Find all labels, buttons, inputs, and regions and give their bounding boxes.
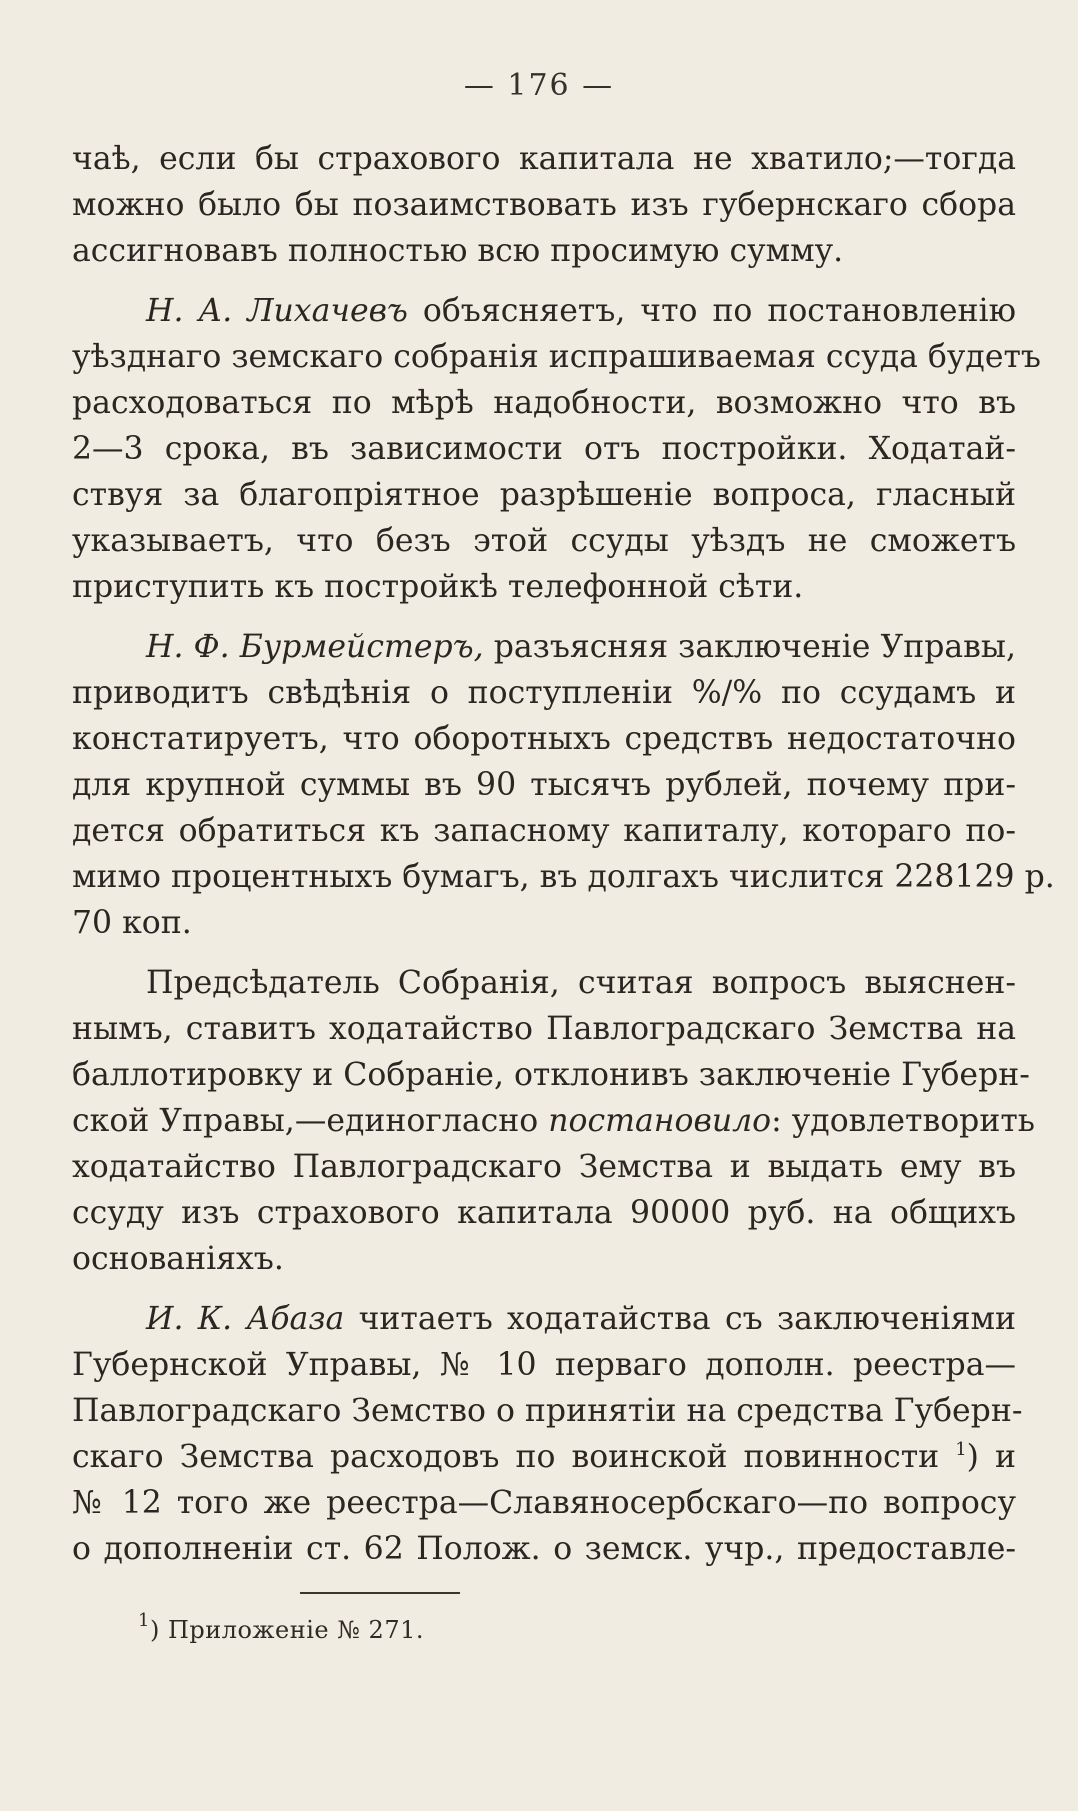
text-line: ассигновавъ полностью всю просимую сумму. [72, 233, 844, 269]
text-line [72, 624, 1016, 670]
text-line: баллотировку и Собраніе, отклонивъ заключеніе Губерн- [72, 1057, 1030, 1093]
text-line: приводитъ свѣдѣнія о поступленіи %/% по ссудамъ и [72, 675, 1016, 711]
text-line: мимо процентныхъ бумагъ, въ долгахъ числится 228129 р. [72, 859, 1055, 895]
text-line: для крупной суммы въ 90 тысячъ рублей, почему при- [72, 767, 1016, 803]
text-line: можно было бы позаимствовать изъ губернскаго сбора [72, 187, 1016, 223]
text-span: читаетъ ходатайства съ заключеніями [344, 1301, 1016, 1337]
text-span: ской Управы,—единогласно [72, 1103, 549, 1139]
footnote-marker: 1 [138, 1610, 150, 1631]
footnote-divider [300, 1592, 460, 1594]
footnote [138, 1610, 424, 1644]
speaker-name: Н. Ф. Бурмейстеръ, [146, 629, 484, 665]
text-line: уѣзднаго земскаго собранія испрашиваемая ссуда будетъ [72, 339, 1041, 375]
text-line: Павлоградскаго Земство о принятіи на средства Губерн- [72, 1393, 1023, 1429]
text-span: Предсѣдатель Собранія, считая вопросъ выяснен- [146, 965, 1016, 1001]
text-line: Губернской Управы, № 10 перваго дополн. реестра— [72, 1347, 1016, 1383]
text-line: нымъ, ставитъ ходатайство Павлоградскаго Земства на [72, 1011, 1016, 1047]
page-number: — 176 — [463, 68, 615, 103]
text-line [72, 1098, 1035, 1144]
text-line [72, 1434, 1016, 1480]
text-line [72, 1296, 1016, 1342]
body-text [72, 136, 1055, 1572]
text-line: констатируетъ, что оборотныхъ средствъ недостаточно [72, 721, 1016, 757]
text-line: чаѣ, если бы страхового капитала не хватило;—тогда [72, 141, 1016, 177]
text-line: расходоваться по мѣрѣ надобности, возможно что въ [72, 385, 1016, 421]
text-span: ) и [966, 1439, 1016, 1475]
text-line: № 12 того же реестра—Славяносербскаго—по вопросу [72, 1485, 1016, 1521]
paragraph-gap [72, 1282, 1016, 1296]
text-line: 2—3 срока, въ зависимости отъ постройки. Ходатай- [72, 431, 1016, 467]
paragraph-gap [72, 946, 1016, 960]
footnote-text: ) Приложеніе № 271. [149, 1616, 424, 1644]
text-line: о дополненіи ст. 62 Полож. о земск. учр., предоставле- [72, 1531, 1016, 1567]
text-span: скаго Земства расходовъ по воинской повинности [72, 1439, 956, 1475]
text-span: разъясняя заключеніе Управы, [483, 629, 1016, 665]
text-line [72, 960, 1016, 1006]
text-line: ходатайство Павлоградскаго Земства и выдать ему въ [72, 1149, 1016, 1185]
speaker-name: И. К. Абаза [146, 1301, 345, 1337]
text-span: : удовлетворить [771, 1103, 1035, 1139]
text-line: приступить къ постройкѣ телефонной сѣти. [72, 569, 804, 605]
speaker-name: Н. А. Лихачевъ [146, 293, 408, 329]
text-span: объясняетъ, что по постановленію [407, 293, 1016, 329]
text-line: ствуя за благопріятное разрѣшеніе вопроса, гласный [72, 477, 1016, 513]
text-line: дется обратиться къ запасному капиталу, котораго по- [72, 813, 1016, 849]
text-line [72, 288, 1016, 334]
text-line: 70 коп. [72, 905, 192, 941]
emphasis: постановило [548, 1103, 772, 1139]
text-line: основаніяхъ. [72, 1241, 284, 1277]
footnote-ref: 1 [955, 1439, 967, 1460]
text-line: ссуду изъ страхового капитала 90000 руб. на общихъ [72, 1195, 1016, 1231]
paragraph-gap [72, 274, 1016, 288]
paragraph-gap [72, 610, 1016, 624]
text-line: указываетъ, что безъ этой ссуды уѣздъ не сможетъ [72, 523, 1016, 559]
